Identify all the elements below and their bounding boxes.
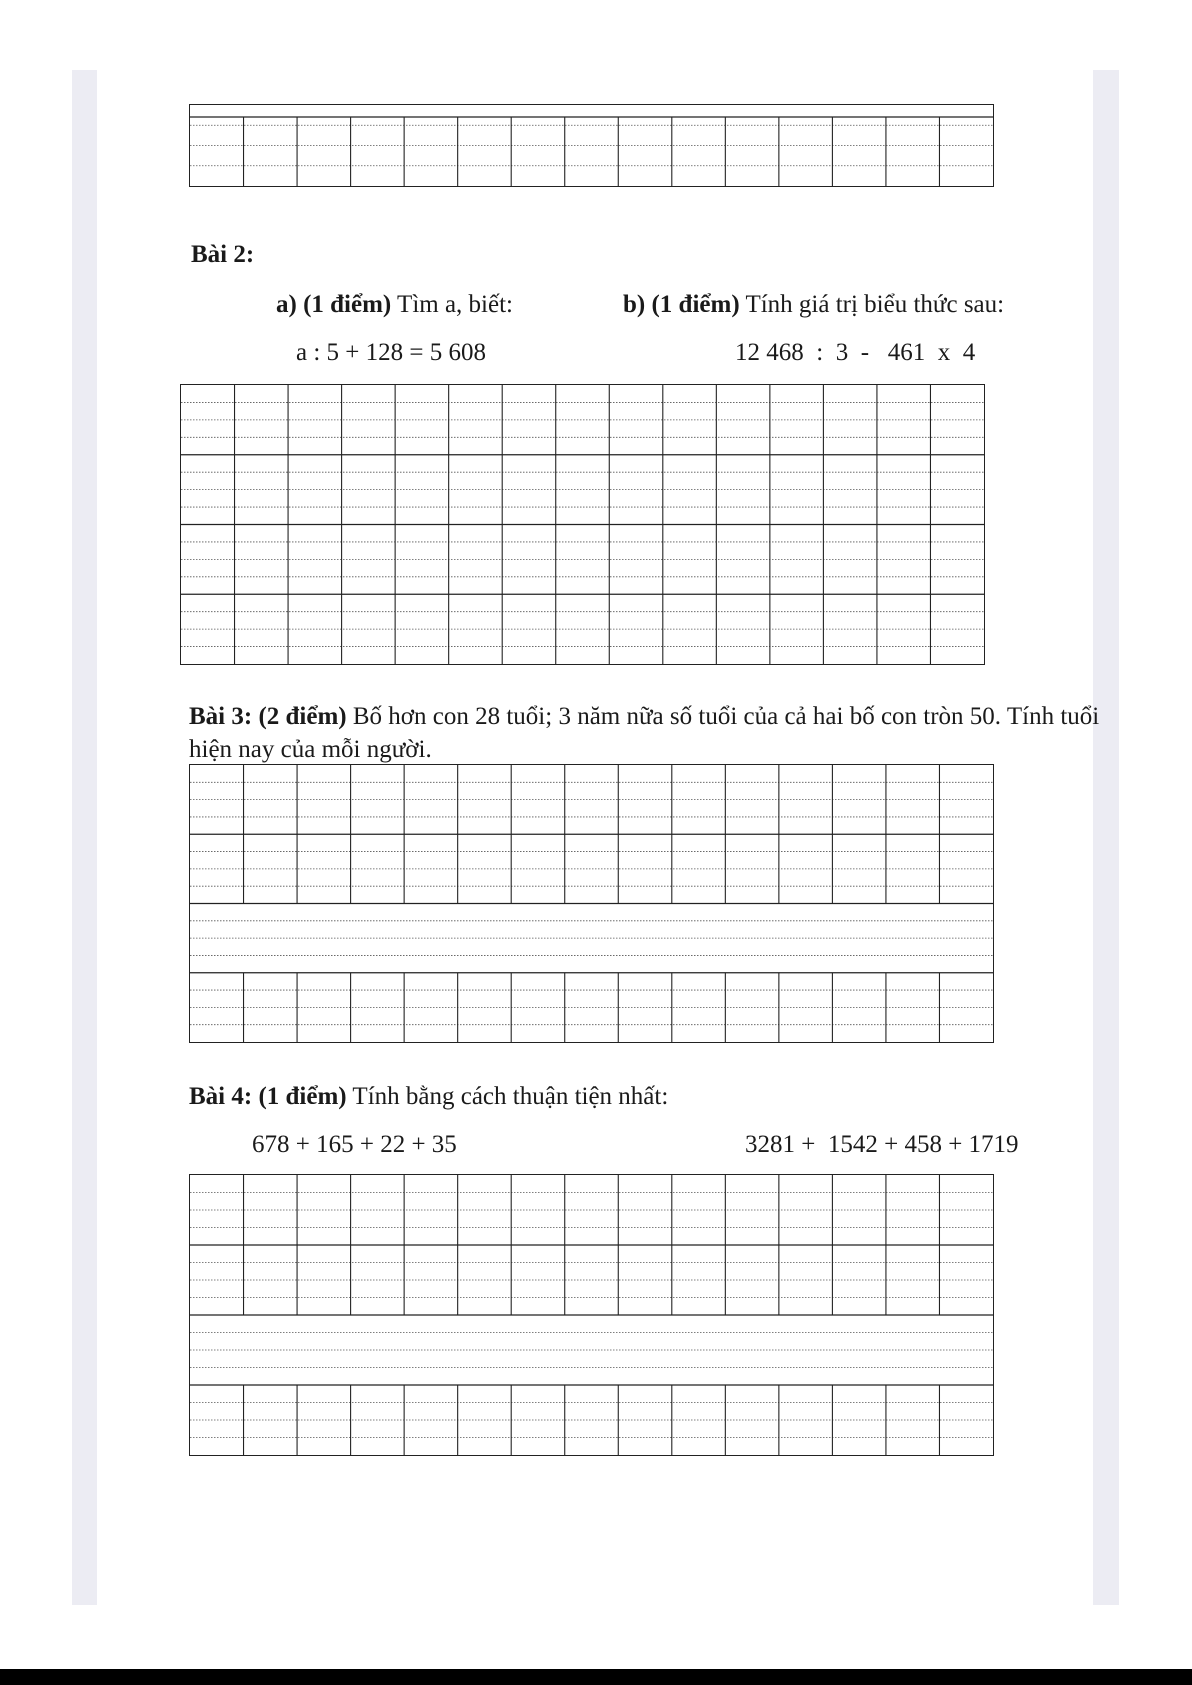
bai2-b-expression: 12 468 : 3 - 461 x 4 — [735, 339, 976, 366]
bai4-expression-2: 3281 + 1542 + 458 + 1719 — [745, 1131, 1019, 1158]
bai4-text: Tính bằng cách thuận tiện nhất: — [346, 1083, 669, 1110]
bai2-a-label: a) (1 điểm) — [276, 291, 392, 318]
bai4-question — [189, 1082, 668, 1112]
bai4-label: Bài 4: (1 điểm) — [189, 1083, 347, 1110]
writing-grid-bai3[interactable] — [189, 764, 994, 1043]
bai2-a-expression: a : 5 + 128 = 5 608 — [296, 339, 486, 366]
bai2-b-text: Tính giá trị biểu thức sau: — [739, 291, 1005, 318]
bai2-a-text: Tìm a, biết: — [391, 291, 513, 318]
writing-grid-bai2[interactable] — [180, 384, 985, 665]
bai3-label: Bài 3: (2 điểm) — [189, 703, 347, 730]
bai3-text-line1: Bố hơn con 28 tuổi; 3 năm nữa số tuổi của cả hai bố con tròn 50. Tính tuổi — [346, 703, 1100, 730]
bai2-b-label: b) (1 điểm) — [623, 291, 740, 318]
bai4-expression-1: 678 + 165 + 22 + 35 — [252, 1131, 457, 1158]
page-margin-right — [1093, 70, 1119, 1605]
bai2-part-a — [276, 290, 513, 320]
bai2-title: Bài 2: — [191, 241, 255, 268]
writing-grid-top[interactable] — [189, 104, 994, 187]
bottom-bar — [0, 1669, 1192, 1685]
bai3-question-line2: hiện nay của mỗi người. — [189, 736, 432, 763]
bai3-question-line1 — [189, 702, 1099, 732]
page-margin-left — [72, 70, 97, 1605]
bai2-part-b — [623, 290, 1004, 320]
writing-grid-bai4[interactable] — [189, 1174, 994, 1456]
